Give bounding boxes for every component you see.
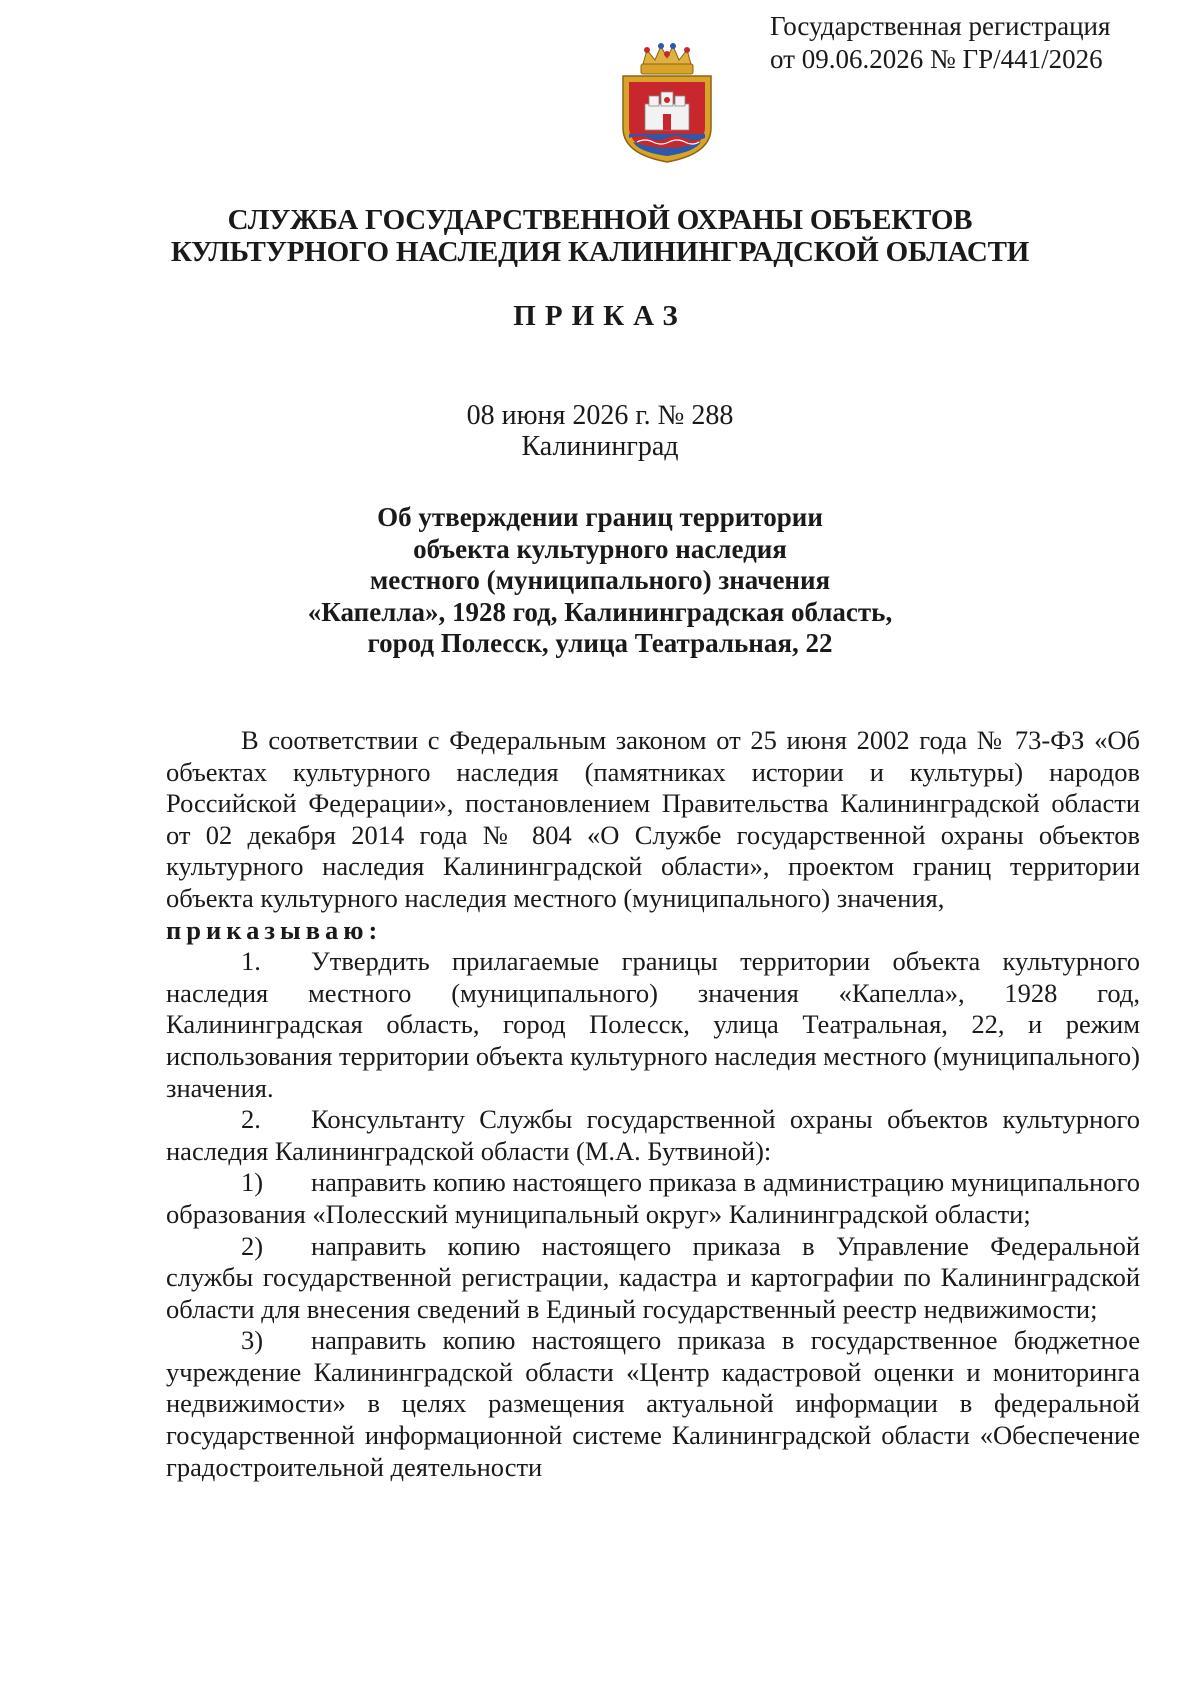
item-text: направить копию настоящего приказа в администрацию муниципального образования «Полесский муниципальный округ» Калининградской области; [166, 1167, 1140, 1229]
item-number: 3) [241, 1325, 264, 1356]
list-item [166, 1104, 1140, 1167]
order-city: Калининград [521, 431, 679, 462]
subject-line-1: Об утверждении границ территории [377, 502, 823, 532]
item-number: 2. [241, 1104, 261, 1135]
registration-line-2: от 09.06.2026 № ГР/441/2026 [770, 44, 1103, 74]
order-date-block [100, 400, 1100, 462]
item-text: Утвердить прилагаемые границы территории объекта культурного наследия местного (муниципального) значения «Капелла», 1928 год, Калининградская область, город Полесск, улица Театральная, 22, и режим использования территории объекта культурного наследия местного (муниципального) значения. [166, 946, 1140, 1103]
subject-line-3: местного (муниципального) значения [369, 565, 831, 595]
agency-name-line-1: СЛУЖБА ГОСУДАРСТВЕННОЙ ОХРАНЫ ОБЪЕКТОВ [227, 204, 973, 236]
item-number: 1) [241, 1167, 264, 1198]
item-number: 1. [241, 946, 261, 977]
subject-line-4: «Капелла», 1928 год, Калининградская область, [307, 596, 893, 627]
prikazyvayu-paragraph [166, 915, 1140, 947]
registration-stamp [770, 10, 1190, 76]
list-item [166, 1231, 1140, 1326]
item-number: 2) [241, 1230, 264, 1261]
item-text: направить копию настоящего приказа в государственное бюджетное учреждение Калининградской области «Центр кадастровой оценки и мониторинга недвижимости» в целях размещения актуальной информации в федеральной государственной информационной системе Калининградской области «Обеспечение градостроительной деятельности [166, 1325, 1140, 1482]
list-item [166, 1167, 1140, 1230]
subject-line-5: город Полесск, улица Театральная, 22 [367, 628, 833, 658]
preamble-text: В соответствии с Федеральным законом от 25 июня 2002 года № 73-ФЗ «Об объектах культурного наследия (памятниках истории и культуры) народов Российской Федерации», постановлением Правительства Калининградской области от 02 декабря 2014 года № 804 «О Службе государственной охраны объектов культурного наследия Калининградской области», проектом границ территории объекта культурного наследия местного (муниципального) значения, [166, 725, 1140, 913]
subject-line-2: объекта культурного наследия [413, 533, 787, 564]
prikazyvayu-word: приказываю: [166, 914, 383, 945]
registration-line-1: Государственная регистрация [770, 11, 1111, 41]
agency-name [100, 204, 1100, 268]
crown-icon [641, 43, 693, 74]
kaliningrad-coat-of-arms-icon [615, 42, 719, 164]
list-item [166, 946, 1140, 1104]
document-type-title: ПРИКАЗ [513, 300, 687, 332]
order-body [166, 725, 1140, 1483]
order-subject [100, 502, 1100, 660]
preamble-paragraph [166, 725, 1140, 915]
item-text: направить копию настоящего приказа в Управление Федеральной службы государственной регистрации, кадастра и картографии по Калининградской области для внесения сведений в Единый государственный реестр недвижимости; [166, 1230, 1140, 1324]
order-date-number: 08 июня 2026 г. № 288 [466, 400, 734, 431]
agency-name-line-2: КУЛЬТУРНОГО НАСЛЕДИЯ КАЛИНИНГРАДСКОЙ ОБЛАСТИ [170, 236, 1030, 268]
item-text: Консультанту Службы государственной охраны объектов культурного наследия Калининградской области (М.А. Бутвиной): [166, 1104, 1140, 1166]
list-item [166, 1325, 1140, 1483]
